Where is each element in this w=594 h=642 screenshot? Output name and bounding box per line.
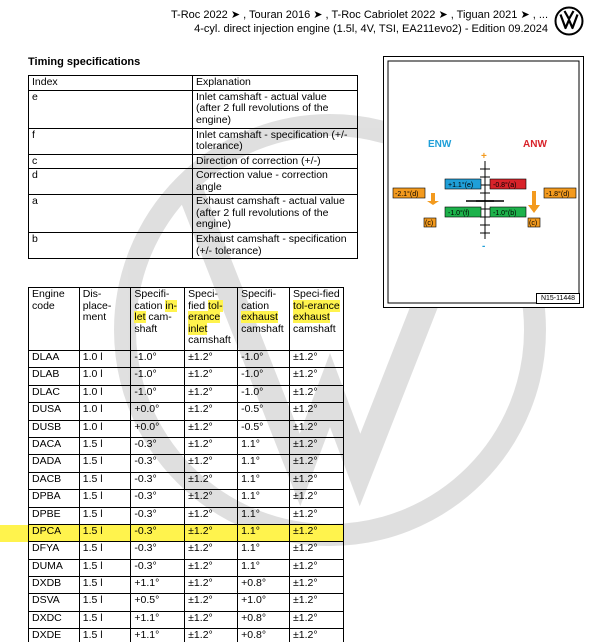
tol-inlet-cell: ±1.2° (185, 420, 238, 437)
spec-exhaust-cell: -1.0° (238, 351, 290, 368)
displacement-cell: 1.0 l (79, 368, 131, 385)
tol-exhaust-cell: ±1.2° (290, 403, 344, 420)
engine-code-cell: DXDC (29, 611, 80, 628)
displacement-cell: 1.5 l (79, 472, 131, 489)
spec-exhaust-cell: 1.1° (238, 524, 290, 541)
table-row: c Direction of correction (+/-) (29, 154, 358, 169)
tol-inlet-cell: ±1.2° (185, 559, 238, 576)
tol-inlet-cell: ±1.2° (185, 507, 238, 524)
table-row (29, 437, 344, 454)
displacement-cell: 1.5 l (79, 524, 131, 541)
header-tol-exhaust: Speci-fied tol-erance exhaust camshaft (290, 288, 344, 351)
spec-exhaust-cell: 1.1° (238, 542, 290, 559)
spec-inlet-cell: +1.1° (131, 577, 185, 594)
spec-inlet-cell: -0.3° (131, 455, 185, 472)
table-row (29, 594, 344, 611)
table-row: d Correction value - correction angle (29, 169, 358, 195)
engine-code-cell: DPCA (29, 524, 80, 541)
tol-exhaust-cell: ±1.2° (290, 455, 344, 472)
displacement-cell: 1.0 l (79, 420, 131, 437)
table-header: Index (29, 76, 193, 91)
table-row (29, 472, 344, 489)
inlet-spec-value: -1.0°(f) (448, 210, 470, 217)
spec-inlet-cell: +0.0° (131, 403, 185, 420)
spec-inlet-cell: -0.3° (131, 559, 185, 576)
vw-logo-icon (554, 6, 584, 36)
tol-exhaust-cell: ±1.2° (290, 524, 344, 541)
spec-inlet-cell: -0.3° (131, 437, 185, 454)
table-row: b Exhaust camshaft - specification (+/- tolerance) (29, 233, 358, 259)
table-row (29, 385, 344, 402)
displacement-cell: 1.5 l (79, 437, 131, 454)
section-title: Timing specifications (28, 56, 141, 68)
spec-inlet-cell: -1.0° (131, 385, 185, 402)
engine-code-cell: DPBE (29, 507, 80, 524)
header-tol-inlet: Speci-fied tol-erance inlet camshaft (185, 288, 238, 351)
tol-exhaust-cell: ±1.2° (290, 490, 344, 507)
spec-exhaust-cell: +0.8° (238, 577, 290, 594)
tol-inlet-cell: ±1.2° (185, 472, 238, 489)
spec-exhaust-cell: 1.1° (238, 490, 290, 507)
spec-exhaust-cell: +0.8° (238, 629, 290, 642)
timing-diagram (383, 56, 584, 308)
engine-code-cell: DADA (29, 455, 80, 472)
displacement-cell: 1.5 l (79, 542, 131, 559)
engine-spec-table (28, 287, 344, 642)
spec-exhaust-cell: 1.1° (238, 437, 290, 454)
row-highlight-marker (0, 525, 28, 542)
spec-exhaust-cell: -0.5° (238, 403, 290, 420)
tol-exhaust-cell: ±1.2° (290, 368, 344, 385)
inlet-actual-value: +1.1°(e) (448, 182, 474, 189)
table-row: e Inlet camshaft - actual value (after 2 full revolutions of the engine) (29, 90, 358, 128)
spec-inlet-cell: +1.1° (131, 611, 185, 628)
table-row (29, 420, 344, 437)
spec-inlet-cell: -0.3° (131, 472, 185, 489)
table-row: a Exhaust camshaft - actual value (after 2 full revolutions of the engine) (29, 195, 358, 233)
tol-exhaust-cell: ±1.2° (290, 542, 344, 559)
tol-exhaust-cell: ±1.2° (290, 472, 344, 489)
tol-inlet-cell: ±1.2° (185, 403, 238, 420)
tol-inlet-cell: ±1.2° (185, 351, 238, 368)
spec-exhaust-cell: -0.5° (238, 420, 290, 437)
spec-exhaust-cell: +1.0° (238, 594, 290, 611)
table-row (29, 542, 344, 559)
label-inlet: ENW (428, 139, 452, 150)
table-row (29, 507, 344, 524)
spec-inlet-cell: -0.3° (131, 542, 185, 559)
figure-reference: N15-11448 (536, 293, 580, 304)
engine-code-cell: DSVA (29, 594, 80, 611)
tol-exhaust-cell: ±1.2° (290, 577, 344, 594)
table-row (29, 577, 344, 594)
exhaust-correction-value: -1.8°(d) (546, 191, 570, 198)
table-row (29, 368, 344, 385)
tol-exhaust-cell: ±1.2° (290, 351, 344, 368)
displacement-cell: 1.0 l (79, 385, 131, 402)
tol-inlet-cell: ±1.2° (185, 455, 238, 472)
spec-exhaust-cell: -1.0° (238, 385, 290, 402)
plus-sign: + (481, 151, 487, 162)
table-row (29, 351, 344, 368)
tol-inlet-cell: ±1.2° (185, 490, 238, 507)
displacement-cell: 1.5 l (79, 507, 131, 524)
header-spec-exhaust: Specifi-cation exhaust camshaft (238, 288, 290, 351)
displacement-cell: 1.0 l (79, 351, 131, 368)
spec-inlet-cell: +0.5° (131, 594, 185, 611)
spec-inlet-cell: -0.3° (131, 490, 185, 507)
exhaust-spec-value: -1.0°(b) (493, 210, 517, 217)
tol-exhaust-cell: ±1.2° (290, 594, 344, 611)
displacement-cell: 1.0 l (79, 403, 131, 420)
engine-code-cell: DPBA (29, 490, 80, 507)
tol-exhaust-cell: ±1.2° (290, 559, 344, 576)
table-row: f Inlet camshaft - specification (+/- tolerance) (29, 128, 358, 154)
tol-inlet-cell: ±1.2° (185, 524, 238, 541)
engine-code-cell: DUMA (29, 559, 80, 576)
inlet-direction: (c) (425, 220, 434, 227)
tol-exhaust-cell: ±1.2° (290, 437, 344, 454)
engine-code-cell: DLAA (29, 351, 80, 368)
spec-inlet-cell: +0.0° (131, 420, 185, 437)
spec-inlet-cell: -0.3° (131, 507, 185, 524)
displacement-cell: 1.5 l (79, 577, 131, 594)
tol-inlet-cell: ±1.2° (185, 611, 238, 628)
engine-code-cell: DLAC (29, 385, 80, 402)
table-row (29, 490, 344, 507)
spec-exhaust-cell: 1.1° (238, 455, 290, 472)
timing-diagram-graphic (384, 57, 585, 309)
spec-inlet-cell: -1.0° (131, 368, 185, 385)
tol-inlet-cell: ±1.2° (185, 437, 238, 454)
spec-inlet-cell: -0.3° (131, 524, 185, 541)
table-header: Explanation (193, 76, 358, 91)
document-header (0, 8, 548, 36)
spec-inlet-cell: -1.0° (131, 351, 185, 368)
tol-inlet-cell: ±1.2° (185, 629, 238, 642)
inlet-correction-value: -2.1°(d) (395, 191, 419, 198)
engine-rows (29, 351, 344, 642)
table-row (29, 559, 344, 576)
spec-inlet-cell: +1.1° (131, 629, 185, 642)
table-row (29, 629, 344, 642)
table-row (29, 611, 344, 628)
tol-exhaust-cell: ±1.2° (290, 629, 344, 642)
spec-exhaust-cell: 1.1° (238, 472, 290, 489)
tol-inlet-cell: ±1.2° (185, 368, 238, 385)
table-row (29, 524, 344, 541)
engine-code-cell: DXDB (29, 577, 80, 594)
spec-exhaust-cell: +0.8° (238, 611, 290, 628)
displacement-cell: 1.5 l (79, 594, 131, 611)
engine-code-cell: DFYA (29, 542, 80, 559)
header-engine-code: Engine code (29, 288, 80, 351)
tol-inlet-cell: ±1.2° (185, 385, 238, 402)
displacement-cell: 1.5 l (79, 490, 131, 507)
header-displacement: Dis-place-ment (79, 288, 131, 351)
engine-code-cell: DXDE (29, 629, 80, 642)
breadcrumb: T-Roc 2022 ➤ , Touran 2016 ➤ , T-Roc Cabriolet 2022 ➤ , Tiguan 2021 ➤ , ... (170, 9, 548, 21)
tol-inlet-cell: ±1.2° (185, 542, 238, 559)
tol-exhaust-cell: ±1.2° (290, 611, 344, 628)
spec-exhaust-cell: 1.1° (238, 507, 290, 524)
tol-inlet-cell: ±1.2° (185, 594, 238, 611)
displacement-cell: 1.5 l (79, 611, 131, 628)
table-row (29, 455, 344, 472)
spec-exhaust-cell: -1.0° (238, 368, 290, 385)
engine-code-cell: DUSB (29, 420, 80, 437)
exhaust-direction: (c) (529, 220, 538, 227)
document-subtitle: 4-cyl. direct injection engine (1.5l, 4V, TSI, EA211evo2) - Edition 09.2024 (194, 23, 548, 35)
tol-exhaust-cell: ±1.2° (290, 507, 344, 524)
displacement-cell: 1.5 l (79, 559, 131, 576)
displacement-cell: 1.5 l (79, 455, 131, 472)
spec-exhaust-cell: 1.1° (238, 559, 290, 576)
tol-exhaust-cell: ±1.2° (290, 420, 344, 437)
index-table (28, 75, 358, 259)
exhaust-actual-value: -0.8°(a) (493, 182, 517, 189)
engine-code-cell: DUSA (29, 403, 80, 420)
label-exhaust: ANW (523, 139, 547, 150)
header-spec-inlet: Specifi-cation in-let cam-shaft (131, 288, 185, 351)
minus-sign: - (482, 241, 486, 252)
engine-code-cell: DACA (29, 437, 80, 454)
tol-inlet-cell: ±1.2° (185, 577, 238, 594)
table-header-row (29, 288, 344, 351)
table-row (29, 403, 344, 420)
tol-exhaust-cell: ±1.2° (290, 385, 344, 402)
displacement-cell: 1.5 l (79, 629, 131, 642)
engine-code-cell: DLAB (29, 368, 80, 385)
engine-code-cell: DACB (29, 472, 80, 489)
